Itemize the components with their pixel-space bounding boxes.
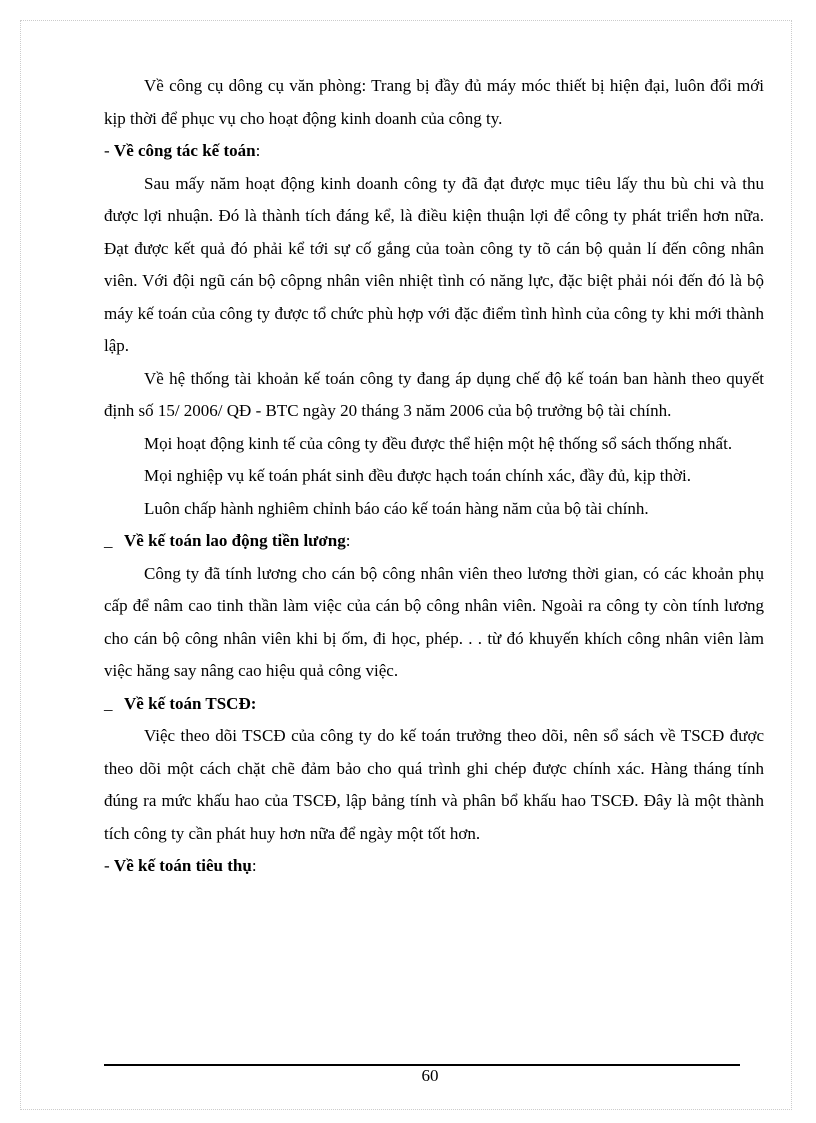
heading-prefix: _ xyxy=(104,531,113,550)
paragraph-bookkeeping: Mọi hoạt động kinh tế của công ty đều được thể hiện một hệ thống sổ sách thống nhất. xyxy=(144,433,733,453)
paragraph-office-equipment: Về công cụ dông cụ văn phòng: Trang bị đầy đủ máy móc thiết bị hiện đại, luôn đổi mới kịp thời để phục vụ cho hoạt động kinh doanh của công ty. xyxy=(104,76,764,128)
heading-suffix: : xyxy=(255,141,261,160)
heading-prefix: - xyxy=(104,856,114,875)
page-number: 60 xyxy=(421,1066,439,1085)
heading-prefix: - xyxy=(104,141,114,160)
paragraph-fixed-assets: Việc theo dõi TSCĐ của công ty do kế toán trưởng theo dõi, nên sổ sách về TSCĐ được theo dõi một cách chặt chẽ đảm bảo cho quá trình ghi chép được chính xác. Hàng tháng tính đúng ra mức khấu hao của TSCĐ, lập bảng tính và phân bổ khấu hao TSCĐ. Đây là một thành tích công ty cần phát huy hơn nữa để ngày một tốt hơn. xyxy=(104,726,764,843)
paragraph-salary: Công ty đã tính lương cho cán bộ công nhân viên theo lương thời gian, có các khoản phụ cấp để nâm cao tinh thần làm việc của cán bộ công nhân viên. Ngoài ra công ty còn tính lương cho cán bộ công nhân viên khi bị ốm, đi học, phép. . . từ đó khuyến khích công nhân viên làm việc hăng say nâng cao hiệu quả công việc. xyxy=(104,563,764,680)
heading-text: Về công tác kế toán xyxy=(113,141,256,160)
heading-text: Về kế toán tiêu thụ xyxy=(113,856,252,875)
heading-text: Về kế toán lao động tiền lương xyxy=(124,531,346,550)
heading-prefix: _ xyxy=(104,693,113,713)
paragraph-transactions: Mọi nghiệp vụ kế toán phát sinh đều được hạch toán chính xác, đầy đủ, kịp thời. xyxy=(144,466,691,485)
paragraph-business-results: Sau mấy năm hoạt động kinh doanh công ty đã đạt được mục tiêu lấy thu bù chi và thu được lợi nhuận. Đó là thành tích đáng kể, là điều kiện thuận lợi để công ty phát triển hơn nữa. Đạt được kết quả đó phải kể tới sự cố gắng của toàn công ty tõ cán bộ quản lí đến công nhân viên. Với đội ngũ cán bộ côpng nhân viên nhiệt tình có năng lực, đặc biệt phải nói đến đó là bộ máy kế toán của công ty được tổ chức phù hợp với đặc điểm tình hình của công ty khi mới thành lập. xyxy=(104,173,764,355)
paragraph-reporting: Luôn chấp hành nghiêm chỉnh báo cáo kế toán hàng năm của bộ tài chính. xyxy=(144,498,649,518)
document-body xyxy=(104,70,764,883)
paragraph-account-system: Về hệ thống tài khoản kế toán công ty đang áp dụng chế độ kế toán ban hành theo quyết định số 15/ 2006/ QĐ - BTC ngày 20 tháng 3 năm 2006 của bộ trưởng bộ tài chính. xyxy=(104,368,764,420)
heading-text: Về kế toán TSCĐ: xyxy=(124,693,257,713)
heading-suffix: : xyxy=(251,856,257,875)
heading-payroll xyxy=(104,525,764,558)
heading-accounting-work xyxy=(104,135,764,168)
heading-sales-accounting xyxy=(104,850,764,883)
heading-fixed-assets xyxy=(104,688,764,721)
heading-suffix: : xyxy=(345,531,351,550)
